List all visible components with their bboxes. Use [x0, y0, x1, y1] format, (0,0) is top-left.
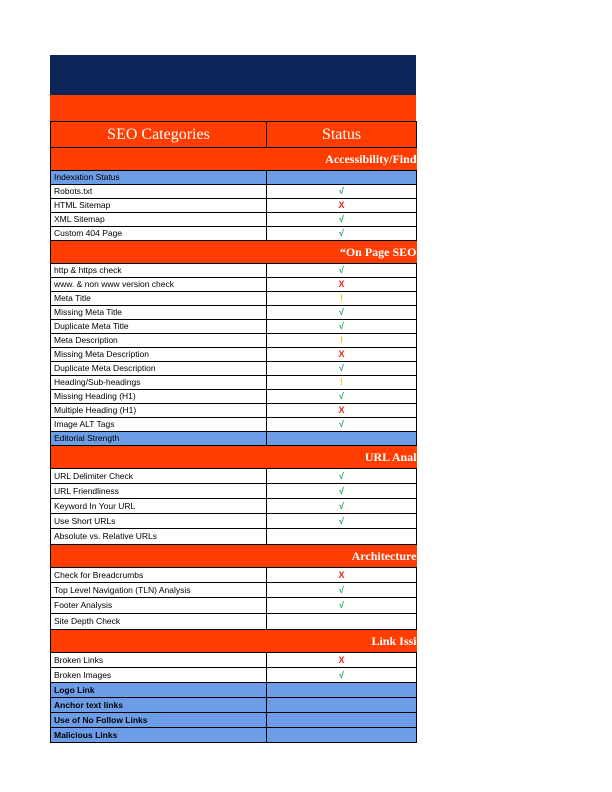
row-status — [267, 529, 417, 545]
row-label: Broken Links — [51, 653, 267, 668]
row-label: Meta Title — [51, 292, 267, 306]
pass-icon: √ — [267, 213, 417, 227]
row-label: Top Level Navigation (TLN) Analysis — [51, 583, 267, 598]
warning-icon: ! — [267, 334, 417, 348]
row-label: http & https check — [51, 264, 267, 278]
pass-icon: √ — [267, 469, 417, 484]
row-label: Missing Heading (H1) — [51, 390, 267, 404]
row-status — [267, 713, 417, 728]
orange-banner — [50, 95, 416, 121]
fail-icon: X — [267, 568, 417, 583]
pass-icon: √ — [267, 484, 417, 499]
row-status — [267, 171, 417, 185]
row-label: Check for Breadcrumbs — [51, 568, 267, 583]
section-accessibility: Accessibility/Find — [51, 148, 417, 171]
row-label: Broken Images — [51, 668, 267, 683]
row-label: URL Friendliness — [51, 484, 267, 499]
warning-icon: ! — [267, 292, 417, 306]
row-label: Image ALT Tags — [51, 418, 267, 432]
seo-audit-table — [50, 121, 417, 743]
row-label: Absolute vs. Relative URLs — [51, 529, 267, 545]
warning-icon: ! — [267, 376, 417, 390]
top-banner — [50, 55, 416, 95]
row-label: Editorial Strength — [51, 432, 267, 446]
row-label: Use Short URLs — [51, 514, 267, 529]
column-header-status: Status — [267, 122, 417, 148]
section-link-issues: Link Issi — [51, 630, 417, 653]
row-status — [267, 614, 417, 630]
row-label: Duplicate Meta Description — [51, 362, 267, 376]
section-architecture: Architecture — [51, 545, 417, 568]
row-status — [267, 683, 417, 698]
pass-icon: √ — [267, 264, 417, 278]
row-label: HTML Sitemap — [51, 199, 267, 213]
pass-icon: √ — [267, 598, 417, 614]
row-label: Indexation Status — [51, 171, 267, 185]
row-status — [267, 698, 417, 713]
row-label: Duplicate Meta Title — [51, 320, 267, 334]
pass-icon: √ — [267, 390, 417, 404]
row-label: Use of No Follow Links — [51, 713, 267, 728]
fail-icon: X — [267, 348, 417, 362]
pass-icon: √ — [267, 514, 417, 529]
pass-icon: √ — [267, 499, 417, 514]
pass-icon: √ — [267, 185, 417, 199]
fail-icon: X — [267, 199, 417, 213]
column-header-categories: SEO Categories — [51, 122, 267, 148]
row-label: Footer Analysis — [51, 598, 267, 614]
pass-icon: √ — [267, 418, 417, 432]
fail-icon: X — [267, 653, 417, 668]
pass-icon: √ — [267, 668, 417, 683]
fail-icon: X — [267, 404, 417, 418]
row-label: Custom 404 Page — [51, 227, 267, 241]
row-label: Multiple Heading (H1) — [51, 404, 267, 418]
row-label: Robots.txt — [51, 185, 267, 199]
pass-icon: √ — [267, 362, 417, 376]
section-on-page: “On Page SEO — [51, 241, 417, 264]
row-label: Meta Description — [51, 334, 267, 348]
section-url: URL Anal — [51, 446, 417, 469]
row-label: Missing Meta Description — [51, 348, 267, 362]
row-label: Missing Meta Title — [51, 306, 267, 320]
pass-icon: √ — [267, 583, 417, 598]
row-label: Anchor text links — [51, 698, 267, 713]
row-label: Malicious Links — [51, 728, 267, 743]
fail-icon: X — [267, 278, 417, 292]
pass-icon: √ — [267, 227, 417, 241]
row-label: Heading/Sub-headings — [51, 376, 267, 390]
row-label: XML Sitemap — [51, 213, 267, 227]
row-label: www. & non www version check — [51, 278, 267, 292]
row-label: URL Delimiter Check — [51, 469, 267, 484]
row-label: Keyword In Your URL — [51, 499, 267, 514]
row-label: Site Depth Check — [51, 614, 267, 630]
pass-icon: √ — [267, 320, 417, 334]
pass-icon: √ — [267, 306, 417, 320]
row-label: Logo Link — [51, 683, 267, 698]
row-status — [267, 728, 417, 743]
row-status — [267, 432, 417, 446]
